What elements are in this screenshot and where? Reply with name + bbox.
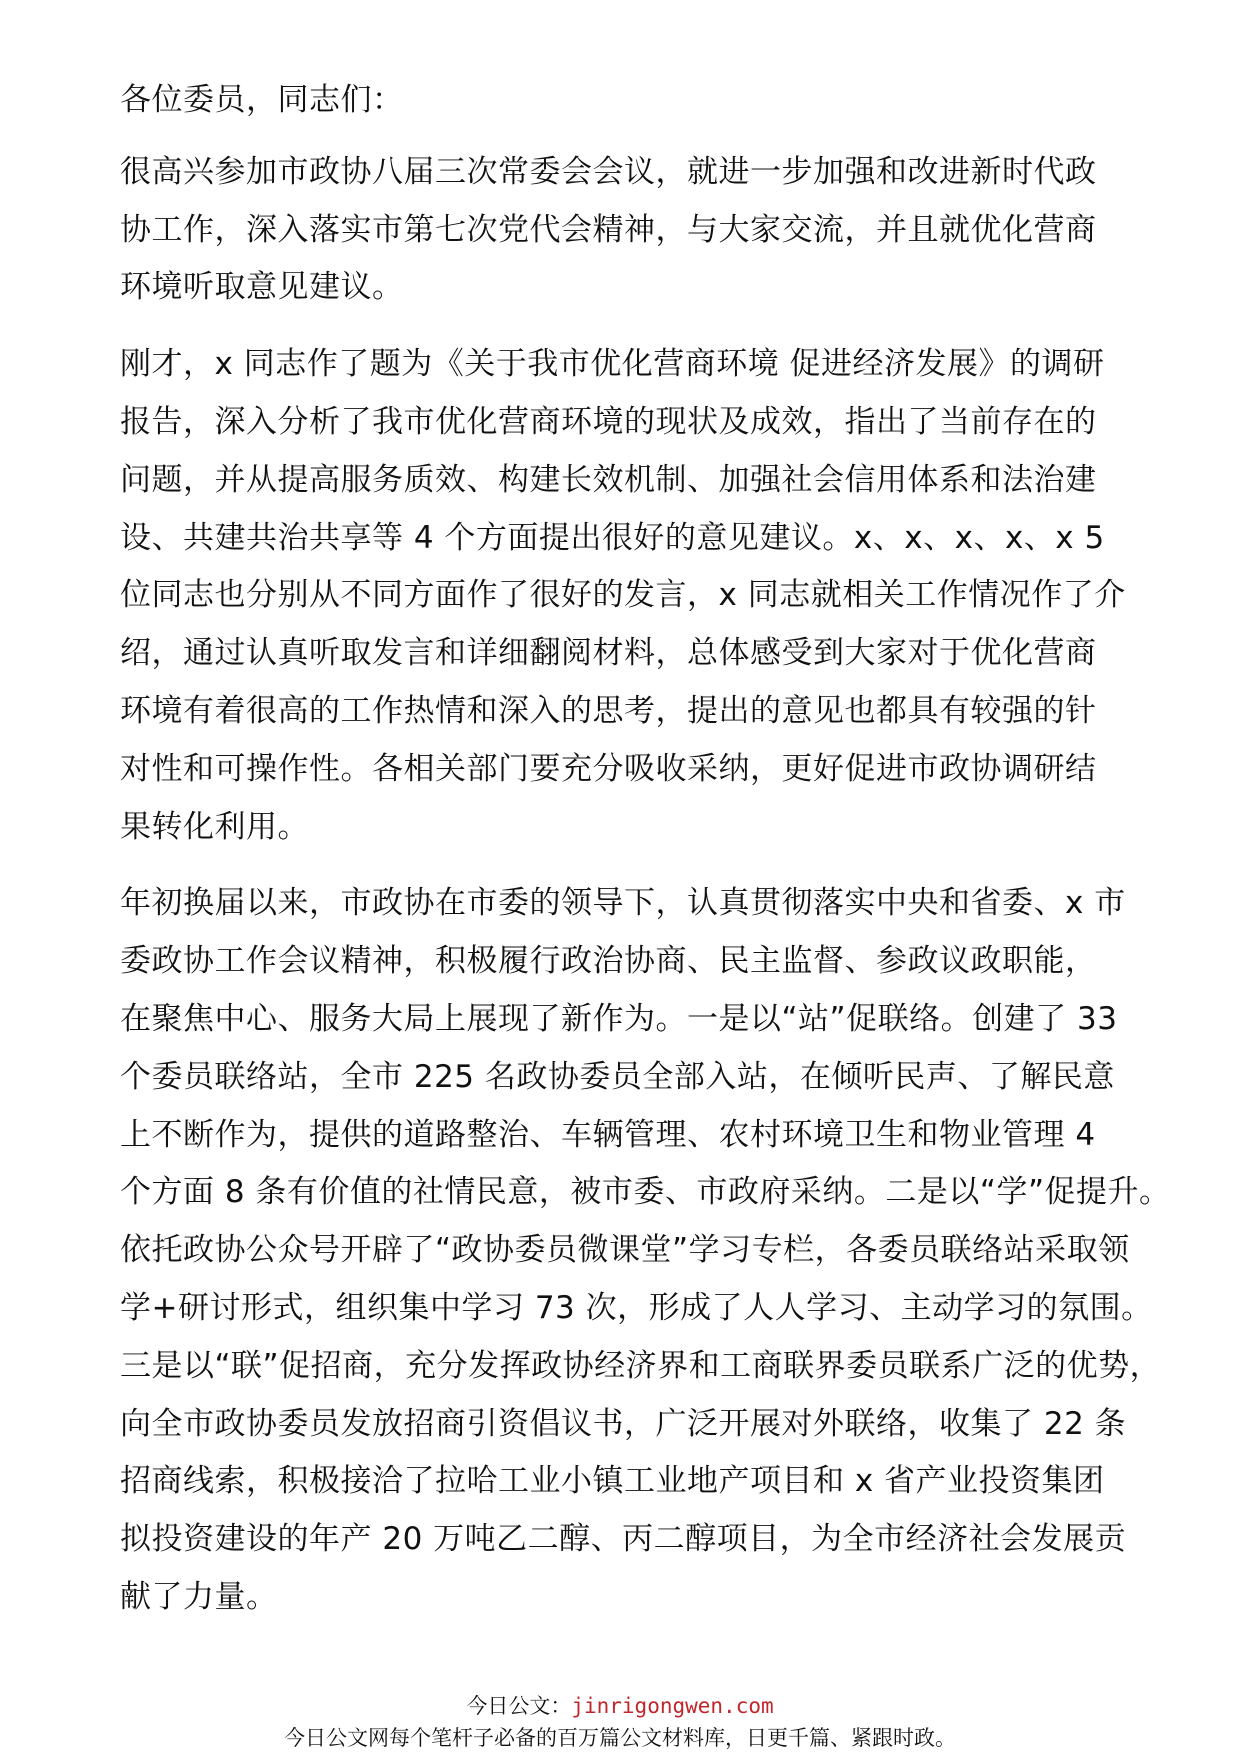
paragraph-line: 问题，并从提高服务质效、构建长效机制、加强社会信用体系和法治建 — [120, 461, 1097, 498]
paragraph-line: 依托政协公众号开辟了“政协委员微课堂”学习专栏，各委员联络站采取领 — [120, 1232, 1130, 1269]
paragraph-line: 拟投资建设的年产 20 万吨乙二醇、丙二醇项目，为全市经济社会发展贡 — [120, 1521, 1127, 1558]
salutation — [120, 72, 1210, 130]
paragraph-line: 三是以“联”促招商，充分发挥政协经济界和工商联界委员联系广泛的优势， — [120, 1347, 1162, 1384]
paragraph-line: 学+研讨形式，组织集中学习 73 次，形成了人人学习、主动学习的氛围。 — [120, 1289, 1153, 1326]
document-body — [120, 72, 1210, 1627]
footer-label: 今日公文： — [466, 1694, 572, 1718]
paragraph-line: 很高兴参加市政协八届三次常委会会议，就进一步加强和改进新时代政 — [120, 153, 1097, 190]
paragraph-3 — [120, 875, 1210, 1626]
paragraph-line: 上不断作为，提供的道路整治、车辆管理、农村环境卫生和物业管理 4 — [120, 1116, 1096, 1153]
paragraph-line: 果转化利用。 — [120, 808, 309, 845]
footer-tagline: 今日公文网每个笔杆子必备的百万篇公文材料库，日更千篇、紧跟时政。 — [284, 1726, 956, 1750]
paragraph-line: 献了力量。 — [120, 1578, 278, 1615]
paragraph-line: 位同志也分别从不同方面作了很好的发言，x 同志就相关工作情况作了介 — [120, 577, 1126, 614]
paragraph-line: 绍，通过认真听取发言和详细翻阅材料，总体感受到大家对于优化营商 — [120, 635, 1097, 672]
paragraph-line: 协工作，深入落实市第七次党代会精神，与大家交流，并且就优化营商 — [120, 211, 1097, 248]
paragraph-line: 委政协工作会议精神，积极履行政治协商、民主监督、参政议政职能， — [120, 943, 1097, 980]
paragraph-line: 年初换届以来，市政协在市委的领导下，认真贯彻落实中央和省委、x 市 — [120, 885, 1126, 922]
paragraph-line: 报告，深入分析了我市优化营商环境的现状及成效，指出了当前存在的 — [120, 403, 1097, 440]
paragraph-2 — [120, 336, 1210, 856]
paragraph-line: 环境有着很高的工作热情和深入的思考，提出的意见也都具有较强的针 — [120, 692, 1097, 729]
paragraph-line: 对性和可操作性。各相关部门要充分吸收采纳，更好促进市政协调研结 — [120, 750, 1097, 787]
paragraph-line: 环境听取意见建议。 — [120, 269, 404, 306]
paragraph-line: 在聚焦中心、服务大局上展现了新作为。一是以“站”促联络。创建了 33 — [120, 1000, 1118, 1037]
paragraph-line: 个委员联络站，全市 225 名政协委员全部入站，在倾听民声、了解民意 — [120, 1058, 1115, 1095]
salutation-text: 各位委员，同志们： — [120, 82, 404, 118]
paragraph-line: 个方面 8 条有价值的社情民意，被市委、市政府采纳。二是以“学”促提升。 — [120, 1174, 1171, 1211]
paragraph-line: 设、共建共治共享等 4 个方面提出很好的意见建议。x、x、x、x、x 5 — [120, 519, 1105, 556]
paragraph-line: 刚才，x 同志作了题为《关于我市优化营商环境 促进经济发展》的调研 — [120, 346, 1105, 383]
paragraph-1 — [120, 144, 1210, 317]
footer-source — [0, 1690, 1240, 1720]
paragraph-line: 向全市政协委员发放招商引资倡议书，广泛开展对外联络，收集了 22 条 — [120, 1405, 1127, 1442]
footer-link[interactable]: jinrigongwen.com — [571, 1694, 774, 1718]
paragraph-line: 招商线索，积极接洽了拉哈工业小镇工业地产项目和 x 省产业投资集团 — [120, 1463, 1105, 1500]
